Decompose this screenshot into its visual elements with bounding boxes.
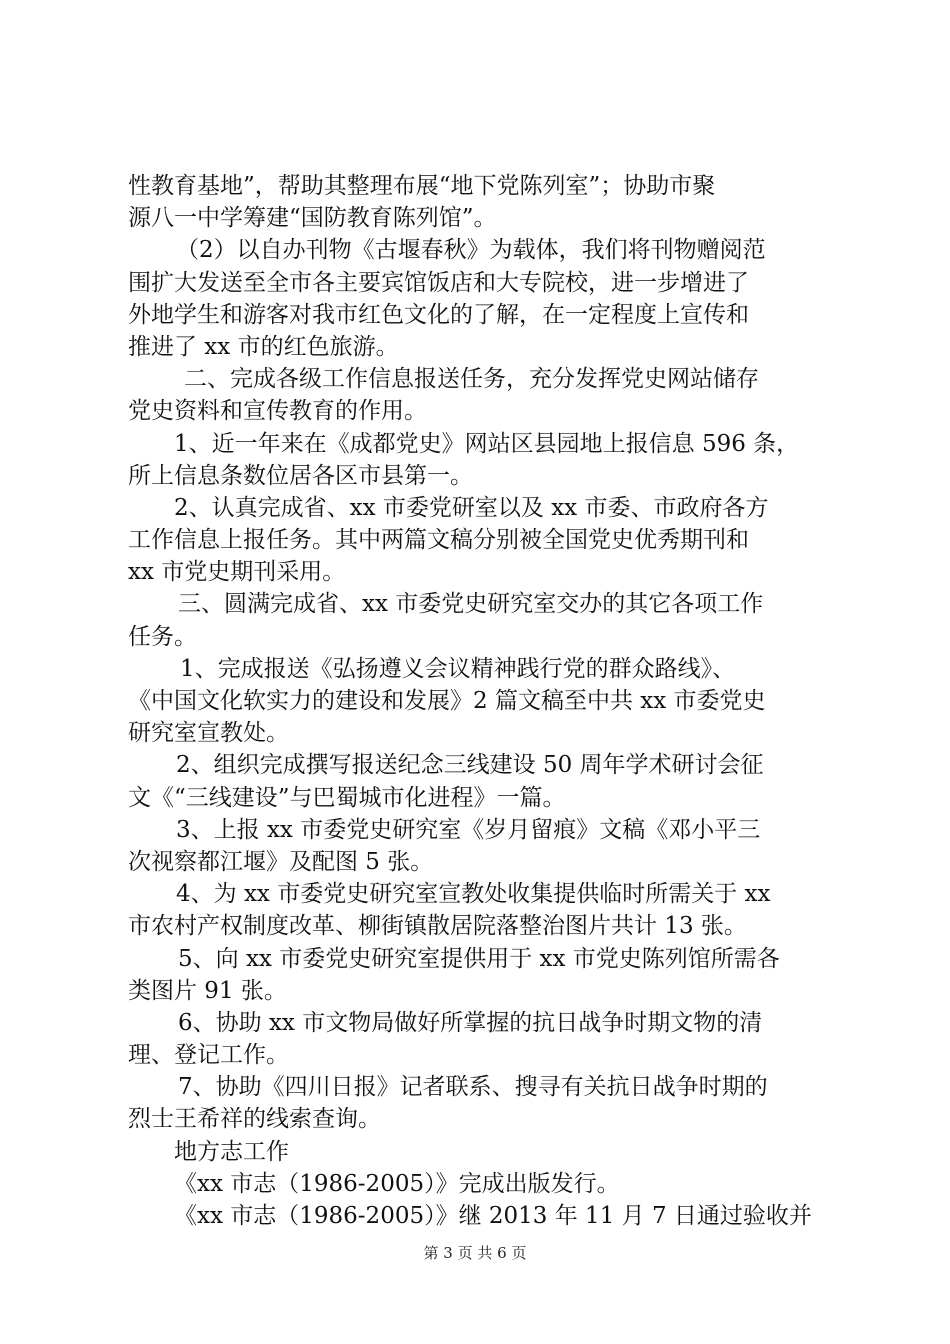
text-line: 次视察都江堰》及配图 5 张。 xyxy=(128,848,434,875)
text-line: 3、上报 xx 市委党史研究室《岁月留痕》文稿《邓小平三 xyxy=(176,816,761,843)
text-line: 研究室宣教处。 xyxy=(128,720,289,747)
text-line: 5、向 xx 市委党史研究室提供用于 xx 市党史陈列馆所需各 xyxy=(178,945,780,972)
page-footer: 第 3 页 共 6 页 xyxy=(423,1244,527,1262)
text-line: 烈士王希祥的线索查询。 xyxy=(128,1106,381,1133)
text-line: 外地学生和游客对我市红色文化的了解，在一定程度上宣传和 xyxy=(128,301,749,328)
text-line: 类图片 91 张。 xyxy=(128,977,287,1004)
text-line: 文《“三线建设”与巴蜀城市化进程》一篇。 xyxy=(128,784,566,811)
text-line: 《xx 市志（1986-2005）》继 2013 年 11 月 7 日通过验收并 xyxy=(174,1203,812,1229)
text-line: 性教育基地”，帮助其整理布展“地下党陈列室”；协助市聚 xyxy=(128,173,716,199)
text-line: 6、协助 xx 市文物局做好所掌握的抗日战争时期文物的清 xyxy=(178,1009,763,1036)
text-line: 所上信息条数位居各区市县第一。 xyxy=(128,462,473,489)
text-line: 推进了 xx 市的红色旅游。 xyxy=(128,333,399,360)
text-line: 2、组织完成撰写报送纪念三线建设 50 周年学术研讨会征 xyxy=(176,752,764,779)
text-line: 理、登记工作。 xyxy=(128,1042,289,1069)
text-line: （2）以自办刊物《古堰春秋》为载体，我们将刊物赠阅范 xyxy=(176,237,766,264)
text-line: 工作信息上报任务。其中两篇文稿分别被全国党史优秀期刊和 xyxy=(128,527,749,554)
text-line: 围扩大发送至全市各主要宾馆饭店和大专院校，进一步增进了 xyxy=(128,269,749,296)
document-body xyxy=(128,170,830,1232)
text-line: 1、完成报送《弘扬遵义会议精神践行党的群众路线》、 xyxy=(180,655,736,682)
text-line: 《中国文化软实力的建设和发展》2 篇文稿至中共 xx 市委党史 xyxy=(128,688,766,714)
text-line: 任务。 xyxy=(128,623,197,650)
text-line: 市农村产权制度改革、柳街镇散居院落整治图片共计 13 张。 xyxy=(128,913,747,940)
text-line: 1、近一年来在《成都党史》网站区县园地上报信息 596 条， xyxy=(174,430,800,457)
text-line: 《xx 市志（1986-2005）》完成出版发行。 xyxy=(174,1170,620,1197)
text-line: 2、认真完成省、xx 市委党研室以及 xx 市委、市政府各方 xyxy=(174,494,769,521)
text-line: 源八一中学筹建“国防教育陈列馆”。 xyxy=(128,205,497,232)
text-line: 党史资料和宣传教育的作用。 xyxy=(128,398,427,425)
text-line: 三、圆满完成省、xx 市委党史研究室交办的其它各项工作 xyxy=(178,591,764,618)
text-line: 4、为 xx 市委党史研究室宣教处收集提供临时所需关于 xx xyxy=(176,881,771,908)
text-line: 二、完成各级工作信息报送任务，充分发挥党史网站储存 xyxy=(184,366,759,393)
text-line: 7、协助《四川日报》记者联系、搜寻有关抗日战争时期的 xyxy=(178,1074,768,1101)
text-line: 地方志工作 xyxy=(174,1138,289,1165)
text-line: xx 市党史期刊采用。 xyxy=(128,559,346,586)
